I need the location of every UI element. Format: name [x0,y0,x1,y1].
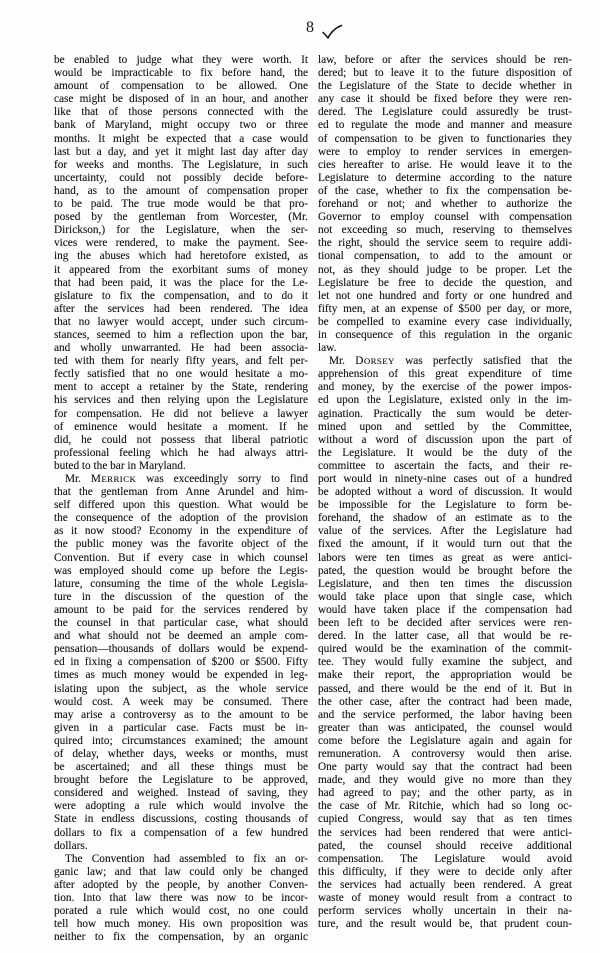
text-line: last but a day, and yet it might last day after day [54,145,308,158]
text-line: times as much money would be expended in leg- [54,669,308,682]
text-line: were adopting a rule which would involve the [54,800,308,813]
line-text: was perfectly satisfied that the [405,355,572,368]
text-line: the counsel in that particular case, what should [54,617,308,630]
text-line [54,473,308,486]
paragraph [54,54,308,473]
text-line: ed upon the Legislature, existed only in the im- [318,394,572,407]
text-line: dered. The Legislature could assuredly be trust- [318,106,572,119]
text-line: law. [318,342,337,355]
text-line: the services had actually been rendered. A great [318,878,572,891]
text-line: did, he could not possess that liberal patriotic [54,433,308,446]
text-line: be adopted without a word of discussion. It would [318,486,572,499]
text-line: of eminence would hesitate a moment. If he [54,420,308,433]
text-line: fectly satisfied that no one would hesitate a mo- [54,368,308,381]
text-line: perform services wholly uncertain in their na- [318,905,572,918]
text-line: islating upon the subject, as the whole service [54,682,308,695]
text-line: tion. Into that law there was now to be incor- [54,892,308,904]
text-line: greater than was anticipated, the counsel would [318,721,572,734]
text-line: of the case, whether to fix the compensation be- [318,184,572,197]
text-line: the Legislature. It would be the duty of the [318,446,572,459]
text-line: value of the services. After the Legislature had [318,525,572,538]
text-line: ganic law; and that law could only be changed [54,865,308,878]
text-line: of delay, whether days, weeks or months, must [54,747,308,760]
text-line: months. It might be expected that a case would [54,132,308,145]
text-line: this difficulty, if they were to decide only after [318,865,572,878]
text-line: come before the Legislature again and again for [318,734,572,747]
text-line: and what should not be deemed an ample com- [54,630,308,643]
text-line: be enabled to judge what they were worth. It [54,54,308,66]
text-line: not, as they should judge to be proper. Let the [318,263,572,276]
text-line: apprehension of this great expenditure of time [318,368,572,381]
text-line: for weeks and months. The Legislature, in such [54,158,308,171]
text-line: quired into; circumstances examined; the amount [54,734,308,747]
text-line: fixed the amount, if it would turn out that the [318,538,572,551]
text-line: without a word of discussion upon the part of [318,433,572,446]
text-line: would take place upon that single case, which [318,590,572,603]
text-line: pated, the question would be brought before the [318,564,572,577]
text-line: ed in fixing a compensation of $200 or $500. Fifty [54,656,308,669]
text-line: case might be disposed of in an hour, and another [54,93,308,106]
text-line: any case it should be fixed before they were ren- [318,93,572,106]
text-line: the consequence of the adoption of the provision [54,512,308,525]
text-line: for compensation. He did not believe a lawyer [54,407,308,420]
text-line: passed, and there would be the end of it. But in [318,682,572,695]
text-line: would be impracticable to fix before hand, the [54,67,308,80]
text-line: bank of Maryland, might occupy two or three [54,119,308,132]
text-line: ing the abuses which had heretofore existed, as [54,250,308,263]
text-line: in consequence of this regulation in the organic [318,328,572,341]
text-line: agination. Practically the sum would be deter- [318,407,572,420]
text-line: given in a particular case. Facts must be in- [54,721,308,734]
text-line: not exceeding so much, reserving to themselves [318,224,572,237]
text-line: The Convention had assembled to fix an or- [65,852,308,865]
text-line: tee. They would fully examine the subject, and [318,656,572,669]
text-line: ment to accept a retainer by the State, rendering [54,381,308,394]
text-line: port would in ninety-nine cases out of a hundred [318,473,572,485]
text-line: the right, should the service seem to require addi- [318,237,572,250]
text-line: made, and they would give no more than they [318,774,572,787]
speech-paragraph [54,473,308,853]
page-number: 8 [306,19,314,36]
text-line: as it now stood? Economy in the expenditure of [54,525,308,538]
text-line: amount to be paid for the services rendered by [54,603,308,616]
text-line: forehand or not; and whether to authorize the [318,198,572,211]
text-line: ture, and the result would be, that prudent coun- [318,918,572,931]
text-line: let not one hundred and forty or one hundred and [318,289,572,302]
paragraph [318,54,572,355]
text-line: the public money was the favorite object of the [54,538,308,551]
text-line: dollars. [54,839,88,852]
text-line: dered; but to leave it to the future disposition of [318,67,572,80]
text-line: was employed should come up before the Legis- [54,564,308,577]
text-line: buted to the bar in Maryland. [54,459,186,472]
text-line: to be paid. The true mode would be that pro- [54,198,308,211]
text-line: One party would say that the contract had been [318,761,572,774]
text-line: Dirickson,) for the Legislature, when the ser- [54,224,308,237]
text-line: remuneration. A controversy would then arise. [318,747,572,760]
text-line: State in endless discussions, costing thousands of [54,813,308,826]
text-line: Legislature be free to decide the question, and [318,276,572,289]
text-line: fifty men, at an expense of $500 per day, or more, [318,302,572,315]
speaker-title: Mr. [329,355,346,368]
text-line: gislature to fix the compensation, and to do it [54,289,308,302]
text-line: hand, as to the amount of compensation proper [54,184,308,197]
text-line: like that of those persons connected with the [54,106,308,119]
text-line: would have taken place if the compensation had [318,603,572,616]
text-line: after the services had been rendered. The idea [54,302,308,315]
text-line: would cost. A week may be consumed. There [54,695,308,708]
text-line: self differed upon this question. What would be [54,499,308,512]
text-line: after adopted by the people, by another Conven- [54,878,308,891]
text-line: Governor to employ counsel with compensation [318,211,572,224]
text-line: forehand, the shadow of an estimate as to the [318,512,572,525]
text-line: committee to ascertain the facts, and their re- [318,459,572,472]
text-line: law, before or after the services should be ren- [318,54,572,66]
text-line: neither to fix the compensation, by an organic [54,931,308,944]
check-mark-icon [321,24,343,40]
text-line: the other case, after the contract had been made, [318,695,572,708]
text-line: tional compensation, to add to the amount or [318,250,572,263]
text-line: uncertainty, could not possibly decide before- [54,171,308,184]
speaker-name: MERRICK [90,473,137,485]
text-line: the Legislature of the State to decide whether in [318,80,572,93]
text-line: his services and then relying upon the Legislature [54,394,308,407]
text-line: cies hereafter to arise. He would leave it to the [318,158,572,171]
text-line: it appeared from the exorbitant sums of money [54,263,308,276]
text-line: pensation—thousands of dollars would be expend- [54,643,308,656]
text-line: the case of Mr. Ritchie, which had so long oc- [318,800,572,813]
text-line: compensation. The Legislature would avoid [318,852,572,865]
text-line: Convention. But if every case in which counsel [54,551,308,564]
text-line: dollars to fix a compensation of a few hundred [54,826,308,839]
text-line: make their report, the appropriation would be [318,669,572,682]
text-line: considered and weighed. Instead of saving, they [54,787,308,800]
text-line: that the gentleman from Anne Arundel and him- [54,486,308,499]
text-line: porated a rule which would cost, no one could [54,905,308,918]
text-column-right [318,54,572,931]
text-line: waste of money would result from a contract to [318,892,572,904]
text-line: were to employ to render services in emergen- [318,145,572,158]
text-line: dered. In the latter case, all that would be re- [318,630,572,643]
text-line: and the service performed, the labor having been [318,708,572,721]
text-line: stances, seemed to him a reflection upon the bar, [54,328,308,341]
text-line: labors were ten times as great as were antici- [318,551,572,564]
text-line: mined upon and settled by the Committee, [318,420,572,433]
text-line: lature, consuming the time of the whole Legisla- [54,577,308,590]
speech-paragraph [318,355,572,931]
text-line: cupied Congress, would say that as ten times [318,813,572,826]
text-line: professional feeling which he had always attri- [54,446,308,459]
text-line: tell how much money. His own proposition was [54,918,308,931]
speaker-title: Mr. [65,473,82,485]
text-line: ed to regulate the mode and manner and measure [318,119,572,132]
text-line: that no lawyer would accept, under such circum- [54,315,308,328]
text-line: the services had been rendered that were antici- [318,826,572,839]
text-line: may arise a controversy as to the amount to be [54,708,308,721]
text-line: ture in the discussion of the question of the [54,590,308,603]
text-line: been left to be decided after services were ren- [318,617,572,630]
text-line: had agreed to pay; and the other party, as in [318,787,572,800]
speaker-name: DORSEY [355,355,395,368]
text-line: amount of compensation to be allowed. One [54,80,308,93]
text-line: and wholly unwarranted. He had been associa- [54,342,308,355]
text-line: ted with them for nearly fifty years, and felt per- [54,355,308,368]
text-line: of compensation to be given to functionaries they [318,132,572,145]
text-line: brought before the Legislature to be approved, [54,774,308,787]
paragraph [54,853,308,945]
text-line: be compelled to examine every case individually, [318,315,572,328]
text-line: be ascertained; and all these things must be [54,761,308,774]
text-line: posed by the gentleman from Worcester, (Mr. [54,211,308,224]
text-line: Legislature to determine according to the nature [318,171,572,184]
line-text: was exceedingly sorry to find [146,473,308,485]
text-line: pated, the counsel should receive additional [318,839,572,852]
text-line: that had been paid, it was the place for the Le- [54,276,308,289]
text-line: Legislature, and then ten times the discussion [318,577,572,590]
text-column-left [54,54,308,944]
text-line: be impossible for the Legislature to form be- [318,499,572,512]
text-line: vices were rendered, to make the payment. See- [54,237,308,250]
text-line: quired would be the examination of the commit- [318,643,572,656]
text-line [318,355,572,368]
text-line: and money, by the exercise of the power impos- [318,381,572,394]
